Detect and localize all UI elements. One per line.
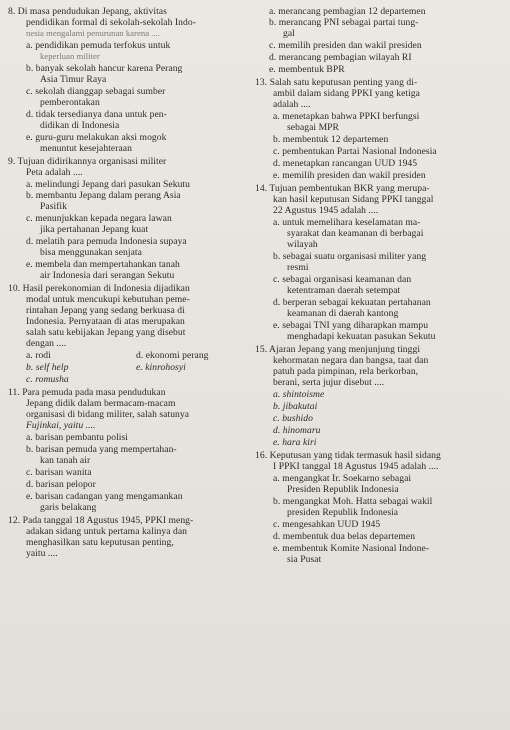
right-column-line: d. berperan sebagai kekuatan pertahanan [273, 297, 431, 308]
left-column-line: e. kinrohosyi [136, 362, 186, 373]
left-column-line: Fujinkai, yaitu .... [26, 420, 96, 431]
right-column-line: a. menetapkan bahwa PPKI berfungsi [273, 111, 420, 122]
right-column-line: berani, serta jujur disebut .... [273, 377, 385, 388]
right-column-line: c. sebagai organisasi keamanan dan [273, 274, 412, 285]
left-column-line: d. ekonomi perang [136, 350, 209, 361]
right-column-line: resmi [287, 262, 309, 273]
left-column-line: 11. Para pemuda pada masa pendudukan [8, 387, 166, 398]
right-column-line: e. memilih presiden dan wakil presiden [273, 170, 426, 181]
right-column-line: a. shintoisme [273, 389, 325, 400]
right-column-line: 13. Salah satu keputusan penting yang di- [255, 77, 418, 88]
left-column-line: 8. Di masa pendudukan Jepang, aktivitas [8, 6, 167, 17]
left-column-line: a. rodi [26, 350, 51, 361]
right-column-line: I PPKI tanggal 18 Agustus 1945 adalah .... [273, 461, 439, 472]
left-column-line: Peta adalah .... [26, 167, 83, 178]
right-column-line: c. memilih presiden dan wakil presiden [269, 40, 422, 51]
right-column-line: b. mengangkat Moh. Hatta sebagai wakil [273, 496, 433, 507]
right-column-line: Presiden Republik Indonesia [287, 484, 399, 495]
right-column-line: e. hara kiri [273, 437, 317, 448]
left-column-line: jika pertahanan Jepang kuat [40, 224, 149, 235]
right-column-line: d. merancang pembagian wilayah RI [269, 52, 412, 63]
left-column-line: Asia Timur Raya [40, 74, 107, 85]
left-column-line: 9. Tujuan didirikannya organisasi militer [8, 156, 167, 167]
left-column-line: kan tanah air [40, 455, 91, 466]
left-column-line: pendidikan formal di sekolah-sekolah Indo- [26, 17, 196, 28]
right-column-line: gal [283, 28, 295, 39]
left-column-line: d. barisan pelopor [26, 479, 96, 490]
right-column-line: a. merancang pembagian 12 departemen [269, 6, 426, 17]
right-column-line: sia Pusat [287, 554, 322, 565]
right-column-line: 14. Tujuan pembentukan BKR yang merupa- [255, 183, 430, 194]
left-column-line: garis belakang [40, 502, 97, 513]
left-column-line: nesia mengalami penurunan karena .... [26, 28, 161, 38]
right-column-line: 16. Keputusan yang tidak termasuk hasil sidang [255, 450, 441, 461]
right-column-line: presiden Republik Indonesia [287, 507, 399, 518]
left-column-line: b. banyak sekolah hancur karena Perang [26, 63, 183, 74]
right-column-line: kehormatan negara dan bangsa, taat dan [273, 355, 429, 366]
right-column-line: ambil dalam sidang PPKI yang ketiga [273, 88, 420, 99]
left-column-line: 12. Pada tanggal 18 Agustus 1945, PPKI meng- [8, 515, 194, 526]
left-column-line: d. tidak tersedianya dana untuk pen- [26, 109, 167, 120]
left-column-line: c. barisan wanita [26, 467, 92, 478]
left-column-line: 10. Hasil perekonomian di Indonesia dijadikan [8, 283, 190, 294]
left-column-line: b. self help [26, 362, 69, 373]
left-column-line: a. pendidikan pemuda terfokus untuk [26, 40, 171, 51]
left-column-line: e. barisan cadangan yang mengamankan [26, 491, 183, 502]
right-column-line: d. membentuk dua belas departemen [273, 531, 416, 542]
left-column-line: Pasifik [40, 201, 67, 212]
right-column-line: a. mengangkat Ir. Soekarno sebagai [273, 473, 412, 484]
right-column-line: b. jibakutai [273, 401, 318, 412]
right-column-line: e. membentuk Komite Nasional Indone- [273, 543, 430, 554]
left-column-line: d. melatih para pemuda Indonesia supaya [26, 236, 187, 247]
left-column-line: modal untuk mencukupi kebutuhan peme- [26, 294, 190, 305]
left-column-line: adakan sidang untuk pertama kalinya dan [26, 526, 187, 537]
right-column-line: b. merancang PNI sebagai partai tung- [269, 17, 419, 28]
left-column-line: rintahan Jepang yang sedang berkuasa di [26, 305, 185, 316]
left-column-line: Jepang didik dalam bermacam-macam [26, 398, 176, 409]
right-column-line: c. bushido [273, 413, 313, 424]
left-column-line: salah satu kebijakan Jepang yang disebut [26, 327, 186, 338]
left-column-line: Indonesia. Pernyataan di atas merupakan [26, 316, 185, 327]
right-column-line: wilayah [287, 239, 318, 250]
right-column-line: b. sebagai suatu organisasi militer yang [273, 251, 427, 262]
right-column-line: d. menetapkan rancangan UUD 1945 [273, 158, 418, 169]
right-column-line: sebagai MPR [287, 122, 339, 133]
right-column-line: c. pembentukan Partai Nasional Indonesia [273, 146, 437, 157]
left-column-line: dengan .... [26, 338, 67, 349]
left-column-line: menuntut kesejahteraan [40, 143, 132, 154]
left-column-line: yaitu .... [26, 548, 58, 559]
left-column-line: c. romusha [26, 374, 69, 385]
right-column-line: ketentraman daerah setempat [287, 285, 401, 296]
right-column-line: e. membentuk BPR [269, 64, 345, 75]
left-column-line: menghasilkan satu keputusan penting, [26, 537, 174, 548]
right-column-line: a. untuk memelihara keselamatan ma- [273, 217, 421, 228]
left-column-line: didikan di Indonesia [40, 120, 120, 131]
left-column-line: a. barisan pembantu polisi [26, 432, 129, 443]
left-column-line: c. sekolah dianggap sebagai sumber [26, 86, 166, 97]
right-column-line: 15. Ajaran Jepang yang menjunjung tinggi [255, 344, 421, 355]
right-column-line: adalah .... [273, 99, 311, 110]
left-column-line: keperluan militer [40, 51, 100, 61]
right-column-line: d. hinomaru [273, 425, 321, 436]
right-column-line: b. membentuk 12 departemen [273, 134, 389, 145]
right-column-line: patuh pada pimpinan, rela berkorban, [273, 366, 419, 377]
left-column-line: pemberontakan [40, 97, 100, 108]
right-column-line: 22 Agustus 1945 adalah .... [273, 205, 379, 216]
right-column-line: keamanan di daerah kantong [287, 308, 399, 319]
left-column-line: b. membantu Jepang dalam perang Asia [26, 190, 181, 201]
right-column-line: menghadapi kekuatan pasukan Sekutu [287, 331, 436, 342]
right-column-line: syarakat dan keamanan di berbagai [287, 228, 424, 239]
left-column-line: b. barisan pemuda yang mempertahan- [26, 444, 177, 455]
left-column-line: a. melindungi Jepang dari pasukan Sekutu [26, 179, 190, 190]
left-column-line: bisa menggunakan senjata [40, 247, 142, 258]
right-column-line: c. mengesahkan UUD 1945 [273, 519, 381, 530]
left-column-line: e. guru-guru melakukan aksi mogok [26, 132, 167, 143]
right-column-line: kan hasil keputusan Sidang PPKI tanggal [273, 194, 434, 205]
left-column-line: e. membela dan mempertahankan tanah [26, 259, 180, 270]
right-column-line: e. sebagai TNI yang diharapkan mampu [273, 320, 429, 331]
left-column-line: air Indonesia dari serangan Sekutu [40, 270, 175, 281]
left-column-line: organisasi di bidang militer, salah satunya [26, 409, 190, 420]
left-column-line: c. menunjukkan kepada negara lawan [26, 213, 172, 224]
